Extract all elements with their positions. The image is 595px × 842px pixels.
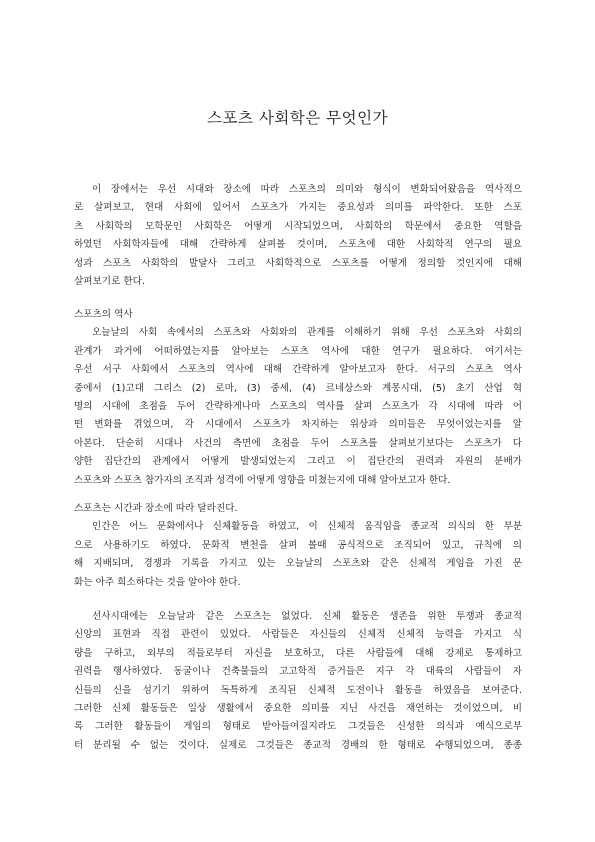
text-line: 성과 스포츠 사회학의 발달사 그리고 사회학적으로 스포츠를 어떻게 정의할 것인지에 대해: [74, 257, 522, 269]
text-line: 우선 서구 사회에서 스포츠의 역사에 대해 간략하게 알아보고자 한다. 서구의 스포츠 역사: [74, 364, 522, 376]
text-line: 신앙의 표현과 직접 관련이 있었다. 사람들은 자신들의 신체적 신체적 능력을 가지고 식: [74, 629, 522, 641]
text-line: 떤 변화를 겪었으며, 각 시대에서 스포츠가 차지하는 위상과 의미들은 무엇이었는지를 알: [74, 419, 522, 431]
text-line: 명의 시대에 초점을 두어 간략하게나마 스포츠의 역사를 살펴 스포츠가 각 시대에 따라 어: [74, 401, 522, 413]
text-line: 양한 집단간의 관계에서 어떻게 발생되었는지 그리고 이 집단간의 권력과 자원의 분배가: [74, 456, 522, 468]
section-history: [74, 306, 522, 490]
text-line: 해 지배되며, 경쟁과 기록을 가지고 있는 오늘날의 스포츠와 같은 신체적 게임을 가진 문: [74, 558, 522, 570]
text-line: 인간은 어느 문화에서나 신체활동을 하였고, 이 신체적 움직임을 종교적 의식의 한 부분: [92, 521, 522, 533]
page-title: 스포츠 사회학은 무엇인가: [206, 109, 389, 127]
text-line: 오늘날의 사회 속에서의 스포츠와 사회와의 관계를 이해하기 위해 우선 스포츠와 사회의: [92, 327, 522, 339]
section-time-place: [74, 500, 522, 592]
section-prehistory: [74, 608, 522, 755]
text-line: 하였던 사회학자들에 대해 간략하게 살펴볼 것이며, 스포츠에 대한 사회학적 연구의 필요: [74, 239, 522, 251]
intro-paragraph: [74, 181, 522, 291]
text-line: 으로 사용하기도 하였다. 문화적 변천을 살펴 볼때 공식적으로 조직되어 있고, 규칙에 의: [74, 539, 522, 551]
section-heading: 스포츠는 시간과 장소에 따라 달라진다.: [74, 503, 238, 514]
text-line: 그러한 신체 활동들은 일상 생활에서 중요한 의미를 지닌 사건을 재연하는 것이었으며, 비: [74, 703, 522, 715]
section-heading: 스포츠의 역사: [74, 309, 133, 320]
text-line: 츠 사회학의 모학문인 사회학은 어떻게 시작되었으며, 사회학의 학문에서 중요한 역할을: [74, 220, 522, 232]
text-line: 신들의 신을 섬기기 위하여 독특하게 조직된 신체적 도전이나 활동을 하였음을 보여준다.: [74, 684, 522, 696]
text-line: 화는 아주 희소하다는 것을 알아야 한다.: [74, 576, 241, 588]
text-line: 이 장에서는 우선 시대와 장소에 따라 스포츠의 의미와 형식이 변화되어왔음을 역사적으: [92, 184, 522, 195]
text-line: 관계가 과거에 어떠하였는지를 알아보는 스포츠 역사에 대한 연구가 필요하다. 여기서는: [74, 345, 522, 357]
text-line: 권력을 행사하였다. 동굴이나 건축물들의 고고학적 증거들은 지구 각 대륙의 사람들이 자: [74, 666, 522, 678]
text-line: 스포츠와 스포츠 참가자의 조직과 성격에 어떻게 영향을 미쳤는지에 대해 알아보고자 한다.: [74, 474, 451, 486]
text-line: 량을 구하고, 외부의 적들로부터 자신을 보호하고, 다른 사람들에 대해 강제로 통제하고: [74, 647, 522, 659]
text-line: 터 분리될 수 없는 것이다. 실제로 그것들은 종교적 경배의 한 형태로 수행되었으며, 종종: [74, 739, 522, 751]
text-line: 록 그러한 활동들이 게임의 형태로 받아들여질지라도 그것들은 신성한 의식과 예식으로부: [74, 721, 522, 733]
text-line: 선사시대에는 오늘날과 같은 스포츠는 없었다. 신체 활동은 생존을 위한 투쟁과 종교적: [92, 611, 522, 622]
text-line: 로 살펴보고, 현대 사회에 있어서 스포츠가 가지는 중요성과 의미를 파악한다. 또한 스포: [74, 202, 522, 214]
text-line: 살펴보기로 한다.: [74, 276, 145, 288]
text-line: 중에서 (1)고대 그리스 (2) 로마, (3) 중세, (4) 르네상스와 계몽시대, (5) 초기 산업 혁: [74, 382, 522, 394]
text-line: 아본다. 단순히 시대나 사건의 측면에 초점을 두어 스포츠를 살펴보기보다는 스포츠가 다: [74, 437, 522, 449]
